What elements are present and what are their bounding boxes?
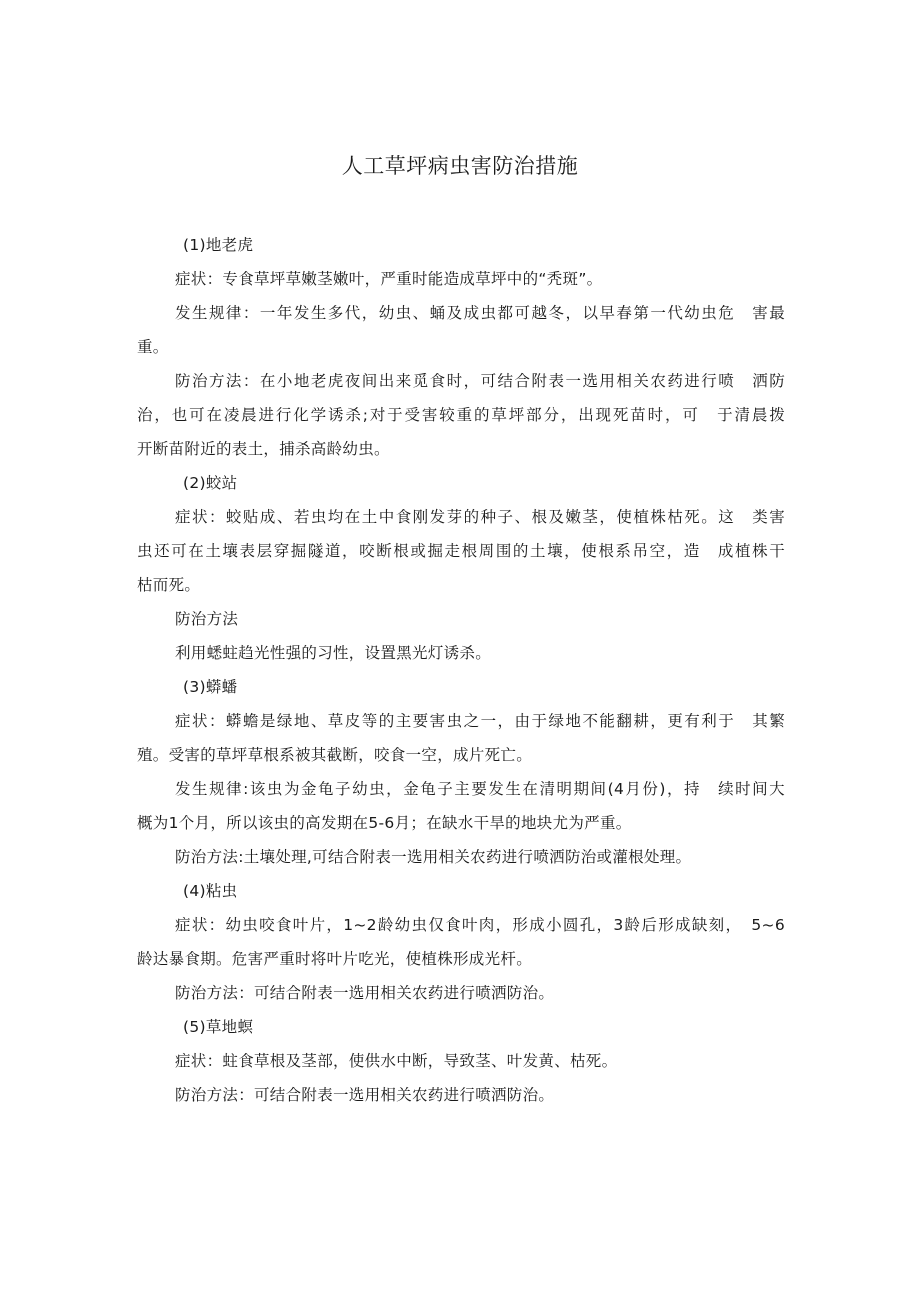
text-line: 症状：蟒蟾是绿地、草皮等的主要害虫之一，由于绿地不能翻耕，更有利于 其繁 [175, 712, 785, 730]
text-line: 发生规律：一年发生多代，幼虫、蛹及成虫都可越冬，以早春第一代幼虫危 害最 [175, 304, 785, 322]
text-line: 症状：蛟贴成、若虫均在土中食刚发芽的种子、根及嫩茎，使植株枯死。这 类害 [175, 508, 785, 526]
text-line: 防治方法:土壤处理,可结合附表一选用相关农药进行喷洒防治或灌根处理。 [175, 848, 692, 866]
text-line: 症状：幼虫咬食叶片，1~2龄幼虫仅食叶肉，形成小圆孔，3龄后形成缺刻， 5~6 [175, 916, 785, 934]
text-line: 概为1个月，所以该虫的高发期在5-6月；在缺水干旱的地块尤为严重。 [137, 814, 632, 832]
text-line: 防治方法：可结合附表一选用相关农药进行喷洒防治。 [175, 1086, 555, 1104]
text-line: 利用蟋蛀趋光性强的习性，设置黑光灯诱杀。 [175, 644, 492, 662]
text-line: 龄达暴食期。危害严重时将叶片吃光，使植株形成光杆。 [137, 950, 533, 968]
section-heading: (4)粘虫 [183, 882, 238, 900]
text-line: 症状：蛀食草根及茎部，使供水中断，导致茎、叶发黄、枯死。 [175, 1052, 618, 1070]
text-line: 虫还可在土壤表层穿掘隧道，咬断根或掘走根周围的土壤，使根系吊空，造 成植株干 [137, 542, 785, 560]
section-heading: (2)蛟站 [183, 474, 238, 492]
document-title: 人工草坪病虫害防治措施 [341, 154, 579, 178]
text-line: 防治方法 [175, 610, 239, 628]
text-line: 殖。受害的草坪草根系被其截断，咬食一空，成片死亡。 [137, 746, 533, 764]
section-heading: (1)地老虎 [183, 236, 254, 254]
text-line: 发生规律:该虫为金龟子幼虫，金龟子主要发生在清明期间(4月份)，持 续时间大 [175, 780, 785, 798]
text-line: 防治方法：可结合附表一选用相关农药进行喷洒防治。 [175, 984, 555, 1002]
section-heading: (5)草地螟 [183, 1018, 254, 1036]
text-line: 开断苗附近的表土，捕杀高龄幼虫。 [137, 440, 390, 458]
text-line: 防治方法：在小地老虎夜间出来觅食时，可结合附表一选用相关农药进行喷 洒防 [175, 372, 785, 390]
text-line: 重。 [137, 338, 169, 356]
text-line: 枯而死。 [137, 576, 201, 594]
text-line: 治，也可在凌晨进行化学诱杀;对于受害较重的草坪部分，出现死苗时，可 于清晨拨 [137, 406, 785, 424]
text-line: 症状：专食草坪草嫩茎嫩叶，严重时能造成草坪中的“秃斑”。 [175, 270, 603, 288]
document-body [137, 228, 785, 1112]
section-heading: (3)蟒蟠 [183, 678, 238, 696]
